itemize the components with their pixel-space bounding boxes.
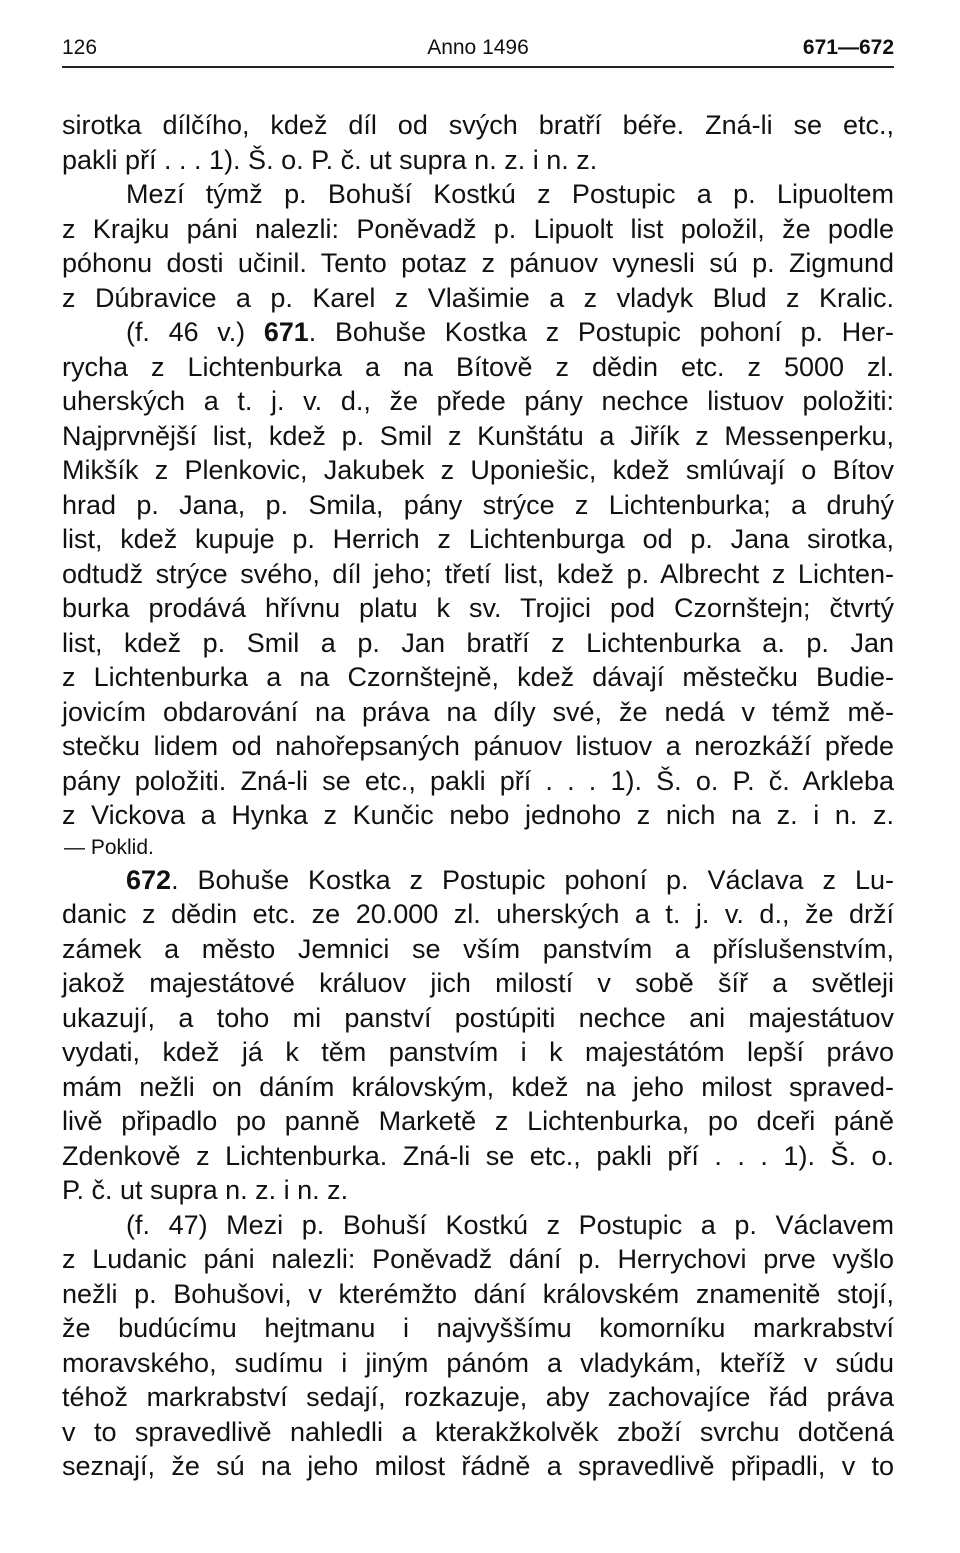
text-line: burka prodává hřívnu platu k sv. Trojici pod Czornštejn; čtvrtý: [62, 593, 894, 623]
folio-reference: (f. 46 v.): [126, 317, 264, 347]
text-line: že budúcímu hejtmanu i najvyššímu komorníku markrabství: [62, 1313, 894, 1343]
text-line: z Lichtenburka a na Czornštejně, kdež dávají městečku Budie-: [62, 662, 894, 692]
text-line: póhonu dosti učinil. Tento potaz z pánuov vynesli sú p. Zigmund: [62, 248, 894, 278]
text-line: z Dúbravice a p. Karel z Vlašimie a z vladyk Blud z Kralic.: [62, 282, 894, 313]
text-line: nežli p. Bohušovi, v kterémžto dání královském znamenitě stojí,: [62, 1278, 894, 1309]
text-line: zámek a město Jemnici se vším panstvím a příslušenstvím,: [62, 933, 894, 964]
header-rule: [62, 66, 894, 68]
text-line: odtudž strýce svého, díl jeho; třetí list, kdež p. Albrecht z Lichten-: [62, 558, 894, 589]
text-line: v to spravedlivě nahledli a kterakžkolvěk zboží svrchu dotčená: [62, 1416, 894, 1447]
text-line: ukazují, a toho mi panství postúpiti nechce ani majestátuov: [62, 1002, 894, 1033]
text-line: mám nežli on dáním královským, kdež na jeho milost spraved-: [62, 1071, 894, 1102]
text-line: rycha z Lichtenburka a na Bítově z dědin etc. z 5000 zl.: [62, 351, 894, 382]
text-line: Mezí týmž p. Bohuší Kostkú z Postupic a p. Lipuoltem: [126, 179, 894, 209]
text-line: z Krajku páni nalezli: Poněvadž p. Lipuolt list položil, že podle: [62, 213, 894, 244]
text-line: téhož markrabství sedají, rozkazuje, aby zachovajíce řád práva: [62, 1382, 894, 1412]
text-line-rest: . Bohuše Kostka z Postupic pohoní p. Her-: [308, 317, 894, 347]
body-text: [62, 108, 894, 1484]
text-line: pakli pří . . . 1). Š. o. P. č. ut supra n. z. i n. z.: [62, 144, 598, 175]
text-line: Zdenkově z Lichtenburka. Zná-li se etc., pakli pří . . . 1). Š. o.: [62, 1140, 894, 1171]
text-line: livě připadlo po panně Marketě z Lichtenburka, po dceři páně: [62, 1106, 894, 1136]
text-line: list, kdež p. Smil a p. Jan bratří z Lichtenburka a. p. Jan: [62, 627, 894, 658]
text-line: moravského, sudímu i jiným pánóm a vladykám, kteříž v súdu: [62, 1347, 894, 1378]
text-line-rest: . Bohuše Kostka z Postupic pohoní p. Václava z Lu-: [171, 864, 894, 895]
entry-number-671: 671: [263, 317, 309, 347]
text-line: z Vickova a Hynka z Kunčic nebo jednoho z nich na z. i n. z.: [62, 800, 894, 830]
text-line: uherských a t. j. v. d., že přede pány nechce listuov položiti:: [62, 386, 894, 416]
text-line: list, kdež kupuje p. Herrich z Lichtenburga od p. Jana sirotka,: [62, 524, 894, 554]
text-line: stečku lidem od nahořepsaných pánuov listuov a nerozkáží přede: [62, 731, 894, 761]
page-number: 126: [62, 36, 98, 59]
text-line: jovicím obdarování na práva na díly své, že nedá v témž mě-: [62, 696, 894, 727]
entry-range: 671—672: [802, 36, 894, 59]
text-line: sirotka dílčího, kdež díl od svých bratří béře. Zná-li se etc.,: [62, 110, 894, 140]
text-line: hrad p. Jana, p. Smila, pány strýce z Lichtenburka; a druhý: [62, 489, 894, 520]
text-line: P. č. ut supra n. z. i n. z.: [62, 1175, 349, 1205]
text-line: Mikšík z Plenkovic, Jakubek z Uponiešic, kdež smlúvají o Bítov: [62, 455, 894, 485]
text-line: vydati, kdež já k těm panstvím i k majestátóm lepší právo: [62, 1037, 894, 1067]
verdict-note: — Poklid.: [64, 835, 154, 859]
text-line: pány položiti. Zná-li se etc., pakli pří . . . 1). Š. o. P. č. Arkleba: [62, 765, 894, 796]
text-line: seznají, že sú na jeho milost řádně a spravedlivě připadli, v to: [62, 1451, 894, 1481]
text-line: (f. 47) Mezi p. Bohuší Kostkú z Postupic a p. Václavem: [126, 1209, 894, 1240]
text-line: danic z dědin etc. ze 20.000 zl. uherských a t. j. v. d., že drží: [62, 899, 894, 929]
text-line: z Ludanic páni nalezli: Poněvadž dání p. Herrychovi prve vyšlo: [62, 1244, 894, 1274]
running-header: [62, 36, 894, 66]
running-title-year: Anno 1496: [427, 36, 529, 59]
entry-number-672: 672: [126, 864, 172, 895]
text-line: Najprvnější list, kdež p. Smil z Kunštátu a Jiřík z Messenperku,: [62, 420, 894, 451]
entry-672-first-line: [62, 863, 894, 898]
entry-671-first-line: [62, 315, 894, 350]
text-line: jakož majestátové králuov jich milostí v sobě šíř a světleji: [62, 968, 894, 998]
